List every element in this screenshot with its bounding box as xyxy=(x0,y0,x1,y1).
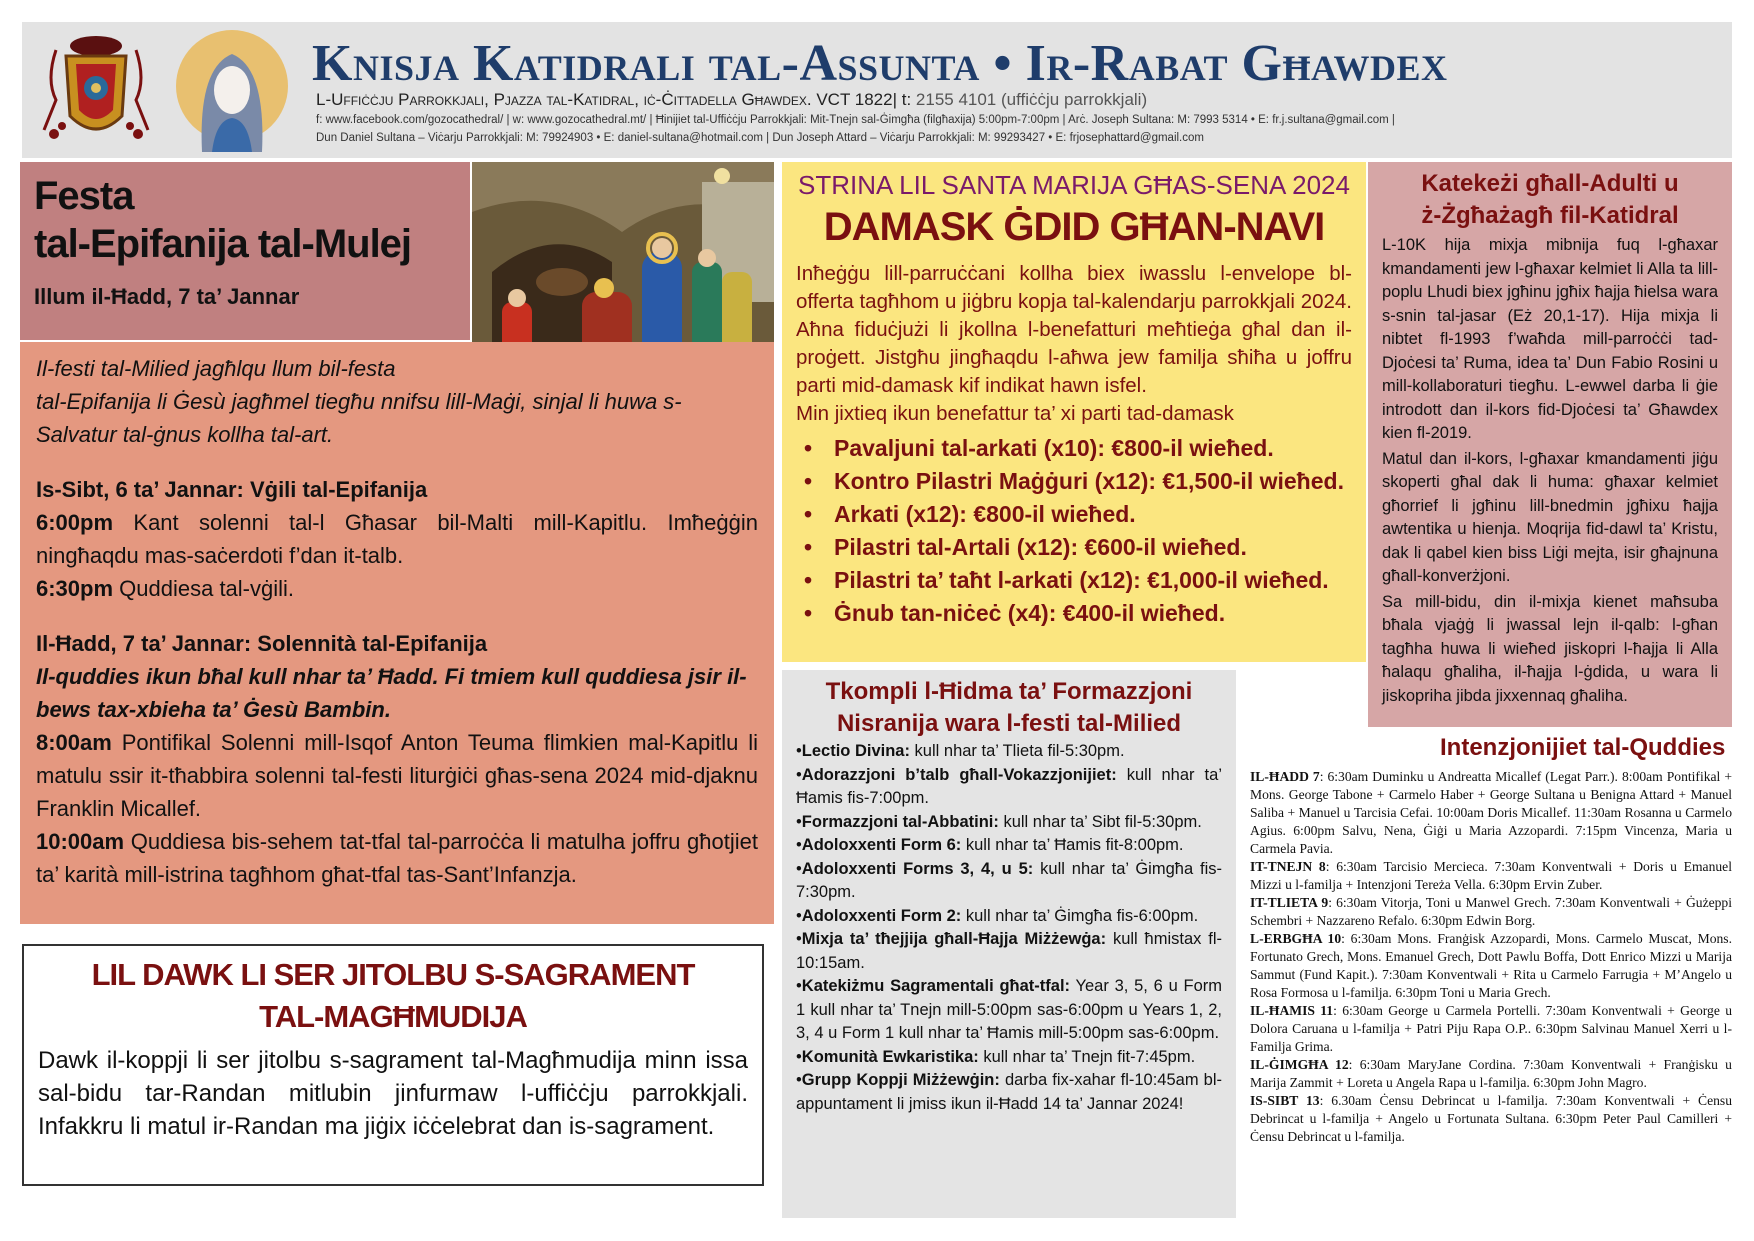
baptism-notice-title: LIL DAWK LI SER JITOLBU S-SAGRAMENT TAL-MAGĦMUDIJA xyxy=(91,957,695,1034)
coat-of-arms-icon xyxy=(36,30,156,152)
list-item: •Adoloxxenti Forms 3, 4, u 5: kull nhar ta’ Ġimgħa fis-7:30pm. xyxy=(796,859,1222,901)
formation-title: Tkompli l-Ħidma ta’ Formazzjoni Nisranija wara l-festi tal-Milied xyxy=(825,678,1193,737)
list-item: •Grupp Koppji Miżżewġin: darba fix-xahar fl-10:45am bl-appuntament li jmiss ikun il-Ħadd 14 ta’ Jannar 2024! xyxy=(796,1071,1222,1113)
festa-title-line1: Festa xyxy=(34,174,134,218)
list-item: IT-TNEJN 8: 6:30am Tarcisio Mercieca. 7:30am Konventwali + Doris u Emanuel Mizzi u l-familja + Intenzjoni Tereża Vella. 6:30pm Ervin Zuber. xyxy=(1250,859,1732,892)
header-contacts-2: Dun Daniel Sultana – Viċarju Parrokkjali: M: 79924903 • E: daniel-sultana@hotmail.com | Dun Joseph Attard – Viċarju Parrokkjali: M: 99293427 • E: frjosephattard@gmail.com xyxy=(316,132,1204,144)
intentions-list xyxy=(1250,768,1732,1146)
list-item: •Komunità Ewkaristika: kull nhar ta’ Tnejn fit-7:45pm. xyxy=(796,1047,1196,1066)
katekezi-paragraph-2: Matul dan il-kors, l-għaxar kmandamenti jiġu skoperti għal dak li huma: għaxar kelmiet għorrief li jgħinu lill-bnedmin jgħixu ħajja awtentika u hienja. Moqrija fid-dawl ta’ Kristu, dak li qabel kien biss Liġi mejta, isir għajnuna għall-konverżjoni. xyxy=(1382,449,1718,585)
saturday-item-1: 6:00pm Kant solenni tal-l Għasar bil-Malti mill-Kapitlu. Imħeġġin ningħaqdu mas-saċerdoti f’dan it-talb. xyxy=(36,510,758,568)
madonna-icon xyxy=(172,28,290,152)
intentions-title: Intenzjonijiet tal-Quddies xyxy=(1440,734,1726,761)
list-item: IL-ĠIMGĦA 12: 6:30am MaryJane Cordina. 7:30am Konventwali + Franġisku u Marija Zammit + Loreta u Angela Rapa u l-familja. 6:30pm John Magro. xyxy=(1250,1057,1732,1090)
strina-paragraph: Inħeġġu lill-parruċċani kollha biex iwasslu l-envelope bl-offerta tagħhom u jiġbru kopja tal-kalendarju parrokkjali 2024. Aħna fiduċjużi li jkollna l-benefatturi meħtieġa għal dan il-proġett. Jistgħu jingħaqdu l-aħwa jew familja sħiħa u joffru parti mid-damask kif indikat hawn isfel. xyxy=(796,262,1352,397)
formation-box xyxy=(782,670,1236,1218)
list-item: IL-ĦAMIS 11: 6:30am George u Carmela Portelli. 7:30am Konventwali + George u Dolora Caruana u l-familja + Patri Piju Rapa O.P.. 6:30pm Salvinau Manuel Xerri u l-Familja Grima. xyxy=(1250,1003,1732,1054)
list-item: • Ġnub tan-niċeċ (x4): €400-il wieħed. xyxy=(804,600,1226,626)
list-item: • Pilastri ta’ taħt l-arkati (x12): €1,000-il wieħed. xyxy=(804,567,1329,593)
strina-lead: Min jixtieq ikun benefattur ta’ xi parti tad-damask xyxy=(796,402,1234,425)
festa-intro-a: Il-festi tal-Milied jagħlqu llum bil-festa xyxy=(36,356,396,381)
sunday-heading: Il-Ħadd, 7 ta’ Jannar: Solennità tal-Epifanija xyxy=(36,631,488,656)
strina-headline: DAMASK ĠDID GĦAN-NAVI xyxy=(823,205,1325,249)
baptism-notice-body: Dawk il-koppji li ser jitolbu s-sagrament tal-Magħmudija minn issa sal-bidu tar-Randan mitlubin jinfurmaw l-uffiċċju parrokkjali. Infakkru li matul ir-Randan ma jiġix iċċelebrat dan is-sagrament. xyxy=(38,1047,748,1140)
baptism-notice-box xyxy=(22,944,764,1186)
list-item: •Katekiżmu Sagramentali għat-tfal: Year 3, 5, 6 u Form 1 kull nhar ta’ Tnejn mill-5:00pm sas-6:00pm u Years 1, 2, 3, 4 u Form 1 kull nhar ta’ Ħamis mill-5:00pm sas-6:00pm. xyxy=(796,977,1223,1042)
sunday-note: Il-quddies ikun bħal kull nhar ta’ Ħadd. Fi tmiem kull quddiesa jsir il-bews tax-xbieha ta’ Ġesù Bambin. xyxy=(36,664,747,722)
festa-intro-b: tal-Epifanija li Ġesù jagħmel tiegħu nnifsu lill-Maġi, sinjal li huwa s-Salvatur tal-ġnus kollha tal-art. xyxy=(36,389,682,447)
strina-list xyxy=(796,432,1352,630)
header-contacts-1: f: www.facebook.com/gozocathedral/ | w: www.gozocathedral.mt/ | Ħinijiet tal-Uffiċċju Parrokkjali: Mit-Tnejn sal-Ġimgħa (filgħaxija) 5:00pm-7:00pm | Arċ. Joseph Sultana: M: 7993 5314 • E: fr.j.sultana@gmail.com | xyxy=(316,114,1395,126)
list-item: •Adoloxxenti Form 2: kull nhar ta’ Ġimgħa fis-6:00pm. xyxy=(796,906,1199,925)
time: 6:30pm xyxy=(36,576,114,601)
time: 6:00pm xyxy=(36,510,114,535)
page-title: Knisja Katidrali tal-Assunta • Ir-Rabat Għawdex xyxy=(312,35,1448,92)
list-item: •Adorazzjoni b’talb għall-Vokazzjonijiet: kull nhar ta’ Ħamis fis-7:00pm. xyxy=(796,765,1222,807)
time: 8:00am xyxy=(36,730,112,755)
festa-title-line2: tal-Epifanija tal-Mulej xyxy=(34,222,412,266)
list-item: • Arkati (x12): €800-il wieħed. xyxy=(804,501,1136,527)
list-item: •Formazzjoni tal-Abbatini: kull nhar ta’ Sibt fil-5:30pm. xyxy=(796,812,1202,831)
katekezi-box xyxy=(1368,162,1732,727)
list-item: IS-SIBT 13: 6.30am Ċensu Debrincat u l-familja. 7:30am Konventwali + Ċensu Debrincat u l-familja + Angelo u Fortunata Sultana. 6:30pm Peter Paul Camilleri + Ċensu Debrincat u l-familja. xyxy=(1250,1093,1733,1144)
list-item: •Adoloxxenti Form 6: kull nhar ta’ Ħamis fit-8:00pm. xyxy=(796,836,1184,854)
list-item: •Mixja ta’ tħejjija għall-Ħajja Miżżewġa: kull ħmistax fl-10:15am. xyxy=(796,930,1222,972)
list-item: L-ERBGĦA 10: 6:30am Mons. Franġisk Azzopardi, Mons. Carmelo Muscat, Mons. Fortunato Grech, Mons. Emanuel Grech, Dott Pawlu Boffa, Dott Enrico Mizzi u Marija Sammut (Fund Kapit.). 7:30am Konventwali + Rita u Carmelo Farrugia + M’Angelo u Rosa Formosa u l-familja. 6:30pm Toni u Maria Grech. xyxy=(1250,931,1732,1000)
festa-title xyxy=(34,172,411,268)
katekezi-title: Katekeżi għall-Adulti u ż-Żgħażagħ fil-Katidral xyxy=(1421,170,1679,229)
sunday-item-1: 8:00am Pontifikal Solenni mill-Isqof Anton Teuma flimkien mal-Kapitlu li matulu ssir it-tħabbira solenni tal-festi liturġiċi għas-sena 2024 mid-djaknu Franklin Micallef. xyxy=(36,730,758,821)
header-banner xyxy=(22,22,1732,158)
list-item: •Lectio Divina: kull nhar ta’ Tlieta fil-5:30pm. xyxy=(796,742,1125,760)
saturday-heading: Is-Sibt, 6 ta’ Jannar: Vġili tal-Epifanija xyxy=(36,477,428,502)
katekezi-paragraph-1: L-10K hija mixja mibnija fuq l-għaxar kmandamenti jew l-għaxar kelmiet li Alla ta lill-poplu Lhudi biex jgħinu jgħix ħajja ħielsa wara s-snin tal-jasar (Eż 20,1-17). Hija mixja li nibtet fl-1993 f’waħda mill-parroċċi tad-Djoċesi ta’ Ruma, idea ta’ Dun Fabio Rosini u mill-kollaboraturi tiegħu. L-ewwel darba li ġie introdott dan il-kors fid-Djoċesi ta’ Għawdex kien fl-2019. xyxy=(1382,236,1718,442)
festa-body xyxy=(20,342,774,924)
strina-heading: STRINA LIL SANTA MARIJA GĦAS-SENA 2024 xyxy=(798,170,1350,200)
phone-number: 2155 4101 (uffiċċju parrokkjali) xyxy=(915,90,1148,109)
list-item: • Pilastri tal-Artali (x12): €600-il wieħed. xyxy=(804,534,1247,560)
festa-heading-box xyxy=(20,162,470,340)
address-text: L-Uffiċċju Parrokkjali, Pjazza tal-Katidral, iċ-Ċittadella Għawdex. VCT 1822 xyxy=(316,90,893,109)
katekezi-paragraph-3: Sa mill-bidu, din il-mixja kienet maħsuba bħala vjaġġ li jwassal lejn il-qalb: l-għan tagħha huwa li wieħed jiskopri l-ħajja li Alla ħalaqu għaliha, il-ħajja l-ġdida, u wara li jiskopriha jibda jixxennaq għaliha. xyxy=(1382,592,1718,705)
sunday-item-2: 10:00am Quddiesa bis-sehem tat-tfal tal-parroċċa li matulha joffru għotjiet ta’ karità mill-istrina tagħhom għat-tfal tas-Sant’Infanzja. xyxy=(36,829,758,887)
strina-box xyxy=(782,162,1366,662)
list-item: • Kontro Pilastri Maġġuri (x12): €1,500-il wieħed. xyxy=(804,468,1344,494)
list-item: • Pavaljuni tal-arkati (x10): €800-il wieħed. xyxy=(804,435,1274,461)
list-item: IT-TLIETA 9: 6:30am Vitorja, Toni u Manwel Grech. 7:30am Konventwali + Ġużeppi Schembri + Nazzareno Refalo. 6:30pm Edwin Borg. xyxy=(1250,895,1733,928)
saturday-item-2: 6:30pm Quddiesa tal-vġili. xyxy=(36,576,295,601)
list-item: IL-ĦADD 7: 6:30am Duminku u Andreatta Micallef (Legat Parr.). 8:00am Pontifikal + Mons. George Tabone + Carmelo Haber + George Sultana u Benigna Attard + Manuel Saliba + Manuel u Tarcisia Cefai. 10:00am Doris Micallef. 11:30am Rosanna u Carmelo Agius. 6:00pm Salvu, Nena, Ġiġi u Maria Azzopardi. 7:15pm Vincenza, Maria u Carmela Pavia. xyxy=(1250,769,1732,856)
festa-subtitle: Illum il-Ħadd, 7 ta’ Jannar xyxy=(34,284,300,309)
time: 10:00am xyxy=(36,829,125,854)
header-address xyxy=(316,90,1147,110)
phone-label: | t: xyxy=(892,90,916,109)
